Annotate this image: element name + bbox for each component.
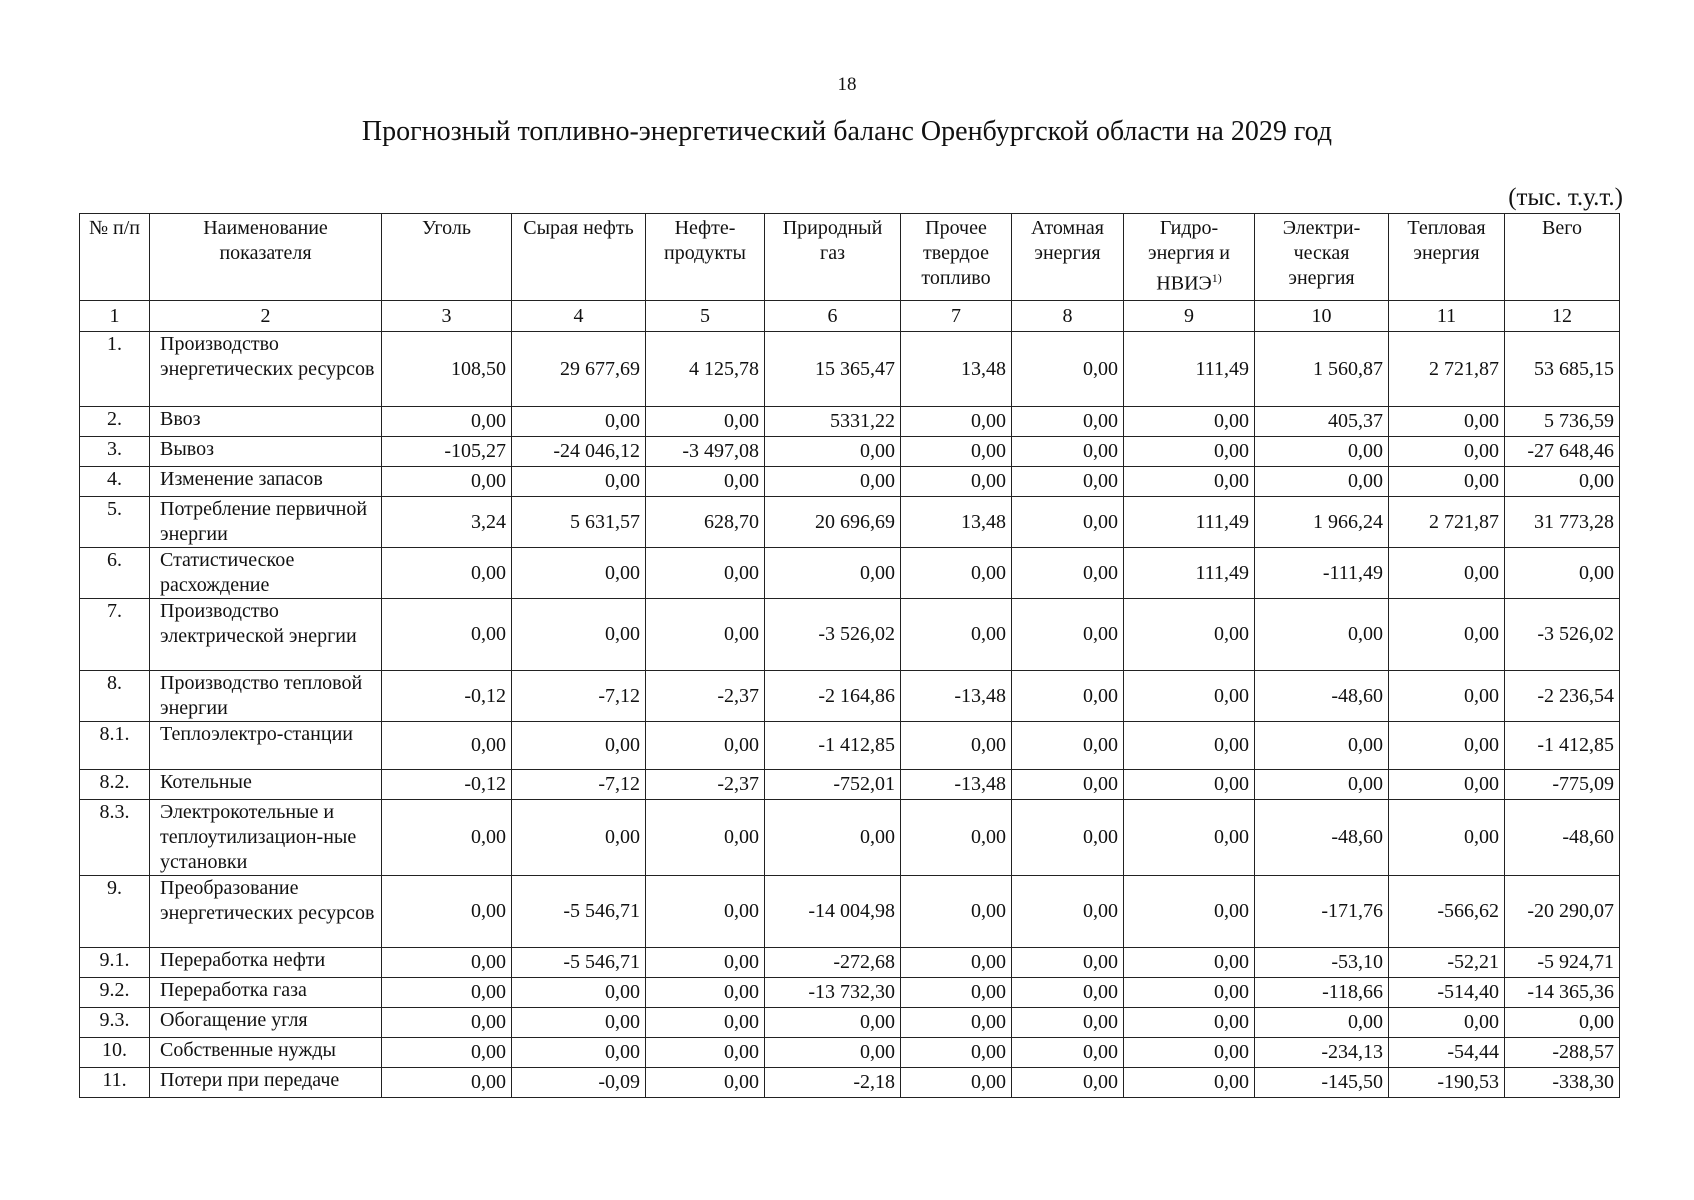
value-cell: -5 924,71: [1505, 948, 1620, 978]
column-number-cell: 6: [765, 301, 901, 332]
table-row: [80, 1008, 1620, 1038]
value-cell: 0,00: [1012, 722, 1124, 770]
column-number-cell: 10: [1255, 301, 1389, 332]
column-number-cell: 11: [1389, 301, 1505, 332]
value-cell: -1 412,85: [1505, 722, 1620, 770]
value-cell: 0,00: [1389, 599, 1505, 671]
column-header-num: № п/п: [80, 214, 150, 301]
value-cell: 0,00: [901, 1008, 1012, 1038]
value-cell: 0,00: [1389, 722, 1505, 770]
table-row: [80, 407, 1620, 437]
value-cell: -514,40: [1389, 978, 1505, 1008]
column-header-other-solid-fuel: Прочее твердое топливо: [901, 214, 1012, 301]
value-cell: -190,53: [1389, 1068, 1505, 1098]
value-cell: 0,00: [382, 722, 512, 770]
value-cell: -3 497,08: [646, 437, 765, 467]
value-cell: 0,00: [512, 978, 646, 1008]
column-number-cell: 8: [1012, 301, 1124, 332]
table-row: [80, 978, 1620, 1008]
value-cell: -2,37: [646, 770, 765, 800]
value-cell: -52,21: [1389, 948, 1505, 978]
value-cell: 0,00: [646, 978, 765, 1008]
value-cell: 0,00: [901, 1038, 1012, 1068]
table-row: [80, 467, 1620, 497]
table-row: [80, 1038, 1620, 1068]
column-number-cell: 2: [150, 301, 382, 332]
value-cell: 0,00: [1012, 548, 1124, 599]
row-number: 11.: [80, 1068, 150, 1098]
value-cell: 0,00: [1012, 1038, 1124, 1068]
value-cell: 0,00: [1124, 948, 1255, 978]
value-cell: -3 526,02: [1505, 599, 1620, 671]
value-cell: 0,00: [382, 599, 512, 671]
value-cell: -118,66: [1255, 978, 1389, 1008]
value-cell: -0,12: [382, 770, 512, 800]
value-cell: 0,00: [1389, 800, 1505, 876]
value-cell: 29 677,69: [512, 332, 646, 407]
value-cell: 2 721,87: [1389, 497, 1505, 548]
column-number-row: [80, 301, 1620, 332]
value-cell: 0,00: [1389, 770, 1505, 800]
value-cell: 0,00: [765, 437, 901, 467]
table-row: [80, 497, 1620, 548]
value-cell: 0,00: [646, 1008, 765, 1038]
column-number-cell: 4: [512, 301, 646, 332]
value-cell: 0,00: [646, 876, 765, 948]
value-cell: -27 648,46: [1505, 437, 1620, 467]
value-cell: 108,50: [382, 332, 512, 407]
table-row: [80, 599, 1620, 671]
row-name: Ввоз: [150, 407, 382, 437]
table-body: [80, 332, 1620, 1098]
value-cell: 0,00: [765, 1038, 901, 1068]
value-cell: 1 966,24: [1255, 497, 1389, 548]
value-cell: 0,00: [901, 1068, 1012, 1098]
row-name: Потери при передаче: [150, 1068, 382, 1098]
row-number: 9.3.: [80, 1008, 150, 1038]
units-label: (тыс. т.у.т.): [1508, 184, 1623, 211]
value-cell: -566,62: [1389, 876, 1505, 948]
column-number-cell: 9: [1124, 301, 1255, 332]
value-cell: 0,00: [1012, 671, 1124, 722]
value-cell: -2,37: [646, 671, 765, 722]
value-cell: 0,00: [512, 800, 646, 876]
value-cell: 0,00: [1012, 437, 1124, 467]
value-cell: 0,00: [1255, 1008, 1389, 1038]
value-cell: 0,00: [382, 1008, 512, 1038]
value-cell: -775,09: [1505, 770, 1620, 800]
value-cell: -14 365,36: [1505, 978, 1620, 1008]
value-cell: 0,00: [382, 407, 512, 437]
value-cell: 0,00: [646, 467, 765, 497]
value-cell: 0,00: [901, 548, 1012, 599]
value-cell: 628,70: [646, 497, 765, 548]
column-header-hydro-label: Гидро-энергия и НВИЭ: [1148, 217, 1230, 295]
value-cell: 0,00: [382, 978, 512, 1008]
value-cell: 2 721,87: [1389, 332, 1505, 407]
document-title: Прогнозный топливно-энергетический баланс Оренбургской области на 2029 год: [361, 116, 1333, 147]
value-cell: 0,00: [512, 467, 646, 497]
value-cell: -2 164,86: [765, 671, 901, 722]
value-cell: 0,00: [1124, 1068, 1255, 1098]
value-cell: 1 560,87: [1255, 332, 1389, 407]
row-number: 2.: [80, 407, 150, 437]
value-cell: 0,00: [1505, 548, 1620, 599]
value-cell: 0,00: [901, 948, 1012, 978]
value-cell: 0,00: [1124, 876, 1255, 948]
value-cell: -145,50: [1255, 1068, 1389, 1098]
table-row: [80, 671, 1620, 722]
row-name: Производство электрической энергии: [150, 599, 382, 671]
value-cell: 0,00: [646, 722, 765, 770]
value-cell: -234,13: [1255, 1038, 1389, 1068]
value-cell: 0,00: [765, 467, 901, 497]
header-row: [80, 214, 1620, 301]
row-number: 10.: [80, 1038, 150, 1068]
value-cell: 0,00: [1389, 407, 1505, 437]
value-cell: 0,00: [512, 1038, 646, 1068]
value-cell: -105,27: [382, 437, 512, 467]
value-cell: 0,00: [1124, 407, 1255, 437]
table-row: [80, 332, 1620, 407]
value-cell: 0,00: [1505, 467, 1620, 497]
column-number-cell: 12: [1505, 301, 1620, 332]
value-cell: 0,00: [382, 800, 512, 876]
value-cell: 0,00: [1012, 467, 1124, 497]
value-cell: 0,00: [1255, 770, 1389, 800]
value-cell: 0,00: [1012, 599, 1124, 671]
value-cell: 0,00: [1389, 548, 1505, 599]
table-row: [80, 437, 1620, 467]
table-row: [80, 770, 1620, 800]
row-number: 3.: [80, 437, 150, 467]
footnote-mark: 1): [1211, 271, 1222, 285]
row-number: 8.2.: [80, 770, 150, 800]
column-number-cell: 1: [80, 301, 150, 332]
value-cell: -272,68: [765, 948, 901, 978]
value-cell: 0,00: [1124, 1038, 1255, 1068]
value-cell: -48,60: [1255, 671, 1389, 722]
value-cell: 0,00: [1012, 1068, 1124, 1098]
value-cell: 0,00: [382, 467, 512, 497]
value-cell: 0,00: [512, 599, 646, 671]
value-cell: 0,00: [1255, 467, 1389, 497]
value-cell: 0,00: [646, 948, 765, 978]
value-cell: 0,00: [1389, 1008, 1505, 1038]
table-row: [80, 800, 1620, 876]
value-cell: 5331,22: [765, 407, 901, 437]
value-cell: 0,00: [1012, 800, 1124, 876]
row-name: Котельные: [150, 770, 382, 800]
value-cell: 0,00: [1124, 770, 1255, 800]
row-number: 9.2.: [80, 978, 150, 1008]
value-cell: 0,00: [646, 800, 765, 876]
table-row: [80, 722, 1620, 770]
value-cell: 0,00: [1012, 876, 1124, 948]
value-cell: 0,00: [765, 548, 901, 599]
value-cell: -0,12: [382, 671, 512, 722]
value-cell: 0,00: [901, 722, 1012, 770]
row-number: 9.: [80, 876, 150, 948]
row-name: Теплоэлектро-станции: [150, 722, 382, 770]
value-cell: 13,48: [901, 497, 1012, 548]
value-cell: 0,00: [1389, 467, 1505, 497]
value-cell: -24 046,12: [512, 437, 646, 467]
value-cell: 0,00: [512, 548, 646, 599]
value-cell: 0,00: [1124, 671, 1255, 722]
row-number: 7.: [80, 599, 150, 671]
value-cell: 0,00: [382, 1038, 512, 1068]
value-cell: -0,09: [512, 1068, 646, 1098]
value-cell: 0,00: [1124, 467, 1255, 497]
value-cell: -48,60: [1255, 800, 1389, 876]
value-cell: -2 236,54: [1505, 671, 1620, 722]
row-name: Обогащение угля: [150, 1008, 382, 1038]
value-cell: -111,49: [1255, 548, 1389, 599]
value-cell: 0,00: [512, 1008, 646, 1038]
row-name: Изменение запасов: [150, 467, 382, 497]
value-cell: 0,00: [1012, 497, 1124, 548]
value-cell: -2,18: [765, 1068, 901, 1098]
value-cell: 0,00: [1012, 948, 1124, 978]
value-cell: -13,48: [901, 671, 1012, 722]
value-cell: 5 736,59: [1505, 407, 1620, 437]
column-header-nuclear: Атомная энергия: [1012, 214, 1124, 301]
row-number: 1.: [80, 332, 150, 407]
value-cell: 0,00: [512, 407, 646, 437]
column-header-name: Наименование показателя: [150, 214, 382, 301]
column-header-total: Вего: [1505, 214, 1620, 301]
value-cell: 0,00: [1012, 978, 1124, 1008]
value-cell: -14 004,98: [765, 876, 901, 948]
row-number: 8.3.: [80, 800, 150, 876]
row-name: Производство энергетических ресурсов: [150, 332, 382, 407]
row-name: Статистическое расхождение: [150, 548, 382, 599]
column-header-coal: Уголь: [382, 214, 512, 301]
value-cell: 0,00: [1124, 1008, 1255, 1038]
energy-balance-table: [79, 213, 1620, 1098]
value-cell: -7,12: [512, 770, 646, 800]
value-cell: 0,00: [765, 800, 901, 876]
value-cell: -13 732,30: [765, 978, 901, 1008]
value-cell: 0,00: [646, 599, 765, 671]
value-cell: 0,00: [1012, 770, 1124, 800]
value-cell: 0,00: [646, 548, 765, 599]
value-cell: 4 125,78: [646, 332, 765, 407]
value-cell: 0,00: [382, 948, 512, 978]
value-cell: -5 546,71: [512, 876, 646, 948]
value-cell: 0,00: [1389, 437, 1505, 467]
value-cell: -20 290,07: [1505, 876, 1620, 948]
value-cell: 111,49: [1124, 332, 1255, 407]
value-cell: -752,01: [765, 770, 901, 800]
column-header-crude-oil: Сырая нефть: [512, 214, 646, 301]
column-header-oil-products: Нефте-продукты: [646, 214, 765, 301]
column-number-cell: 7: [901, 301, 1012, 332]
row-number: 8.: [80, 671, 150, 722]
value-cell: 0,00: [1505, 1008, 1620, 1038]
row-name: Вывоз: [150, 437, 382, 467]
row-name: Производство тепловой энергии: [150, 671, 382, 722]
value-cell: -5 546,71: [512, 948, 646, 978]
row-number: 8.1.: [80, 722, 150, 770]
row-number: 5.: [80, 497, 150, 548]
value-cell: -1 412,85: [765, 722, 901, 770]
row-name: Собственные нужды: [150, 1038, 382, 1068]
column-header-electric: Электри-ческая энергия: [1255, 214, 1389, 301]
value-cell: 3,24: [382, 497, 512, 548]
value-cell: -7,12: [512, 671, 646, 722]
value-cell: 0,00: [1012, 407, 1124, 437]
value-cell: -13,48: [901, 770, 1012, 800]
value-cell: 0,00: [1255, 437, 1389, 467]
value-cell: 15 365,47: [765, 332, 901, 407]
value-cell: 0,00: [1255, 599, 1389, 671]
value-cell: 0,00: [646, 1068, 765, 1098]
row-name: Преобразование энергетических ресурсов: [150, 876, 382, 948]
row-name: Переработка нефти: [150, 948, 382, 978]
value-cell: 405,37: [1255, 407, 1389, 437]
column-header-thermal: Тепловая энергия: [1389, 214, 1505, 301]
value-cell: 0,00: [646, 407, 765, 437]
value-cell: -338,30: [1505, 1068, 1620, 1098]
value-cell: -53,10: [1255, 948, 1389, 978]
value-cell: 53 685,15: [1505, 332, 1620, 407]
value-cell: 0,00: [382, 548, 512, 599]
value-cell: 20 696,69: [765, 497, 901, 548]
row-number: 6.: [80, 548, 150, 599]
column-number-cell: 5: [646, 301, 765, 332]
value-cell: 0,00: [1255, 722, 1389, 770]
value-cell: -3 526,02: [765, 599, 901, 671]
value-cell: 31 773,28: [1505, 497, 1620, 548]
value-cell: 0,00: [901, 800, 1012, 876]
value-cell: 0,00: [1124, 437, 1255, 467]
value-cell: -48,60: [1505, 800, 1620, 876]
row-name: Переработка газа: [150, 978, 382, 1008]
value-cell: 0,00: [1389, 671, 1505, 722]
value-cell: 0,00: [901, 978, 1012, 1008]
value-cell: 0,00: [512, 722, 646, 770]
value-cell: -288,57: [1505, 1038, 1620, 1068]
value-cell: 0,00: [901, 437, 1012, 467]
value-cell: 0,00: [1124, 978, 1255, 1008]
value-cell: 0,00: [901, 876, 1012, 948]
row-name: Потребление первичной энергии: [150, 497, 382, 548]
table-row: [80, 1068, 1620, 1098]
value-cell: 0,00: [1124, 722, 1255, 770]
row-name: Электрокотельные и теплоутилизацион-ные установки: [150, 800, 382, 876]
value-cell: 0,00: [1012, 1008, 1124, 1038]
value-cell: 111,49: [1124, 497, 1255, 548]
value-cell: 0,00: [901, 599, 1012, 671]
value-cell: 13,48: [901, 332, 1012, 407]
row-number: 9.1.: [80, 948, 150, 978]
value-cell: 0,00: [765, 1008, 901, 1038]
value-cell: -54,44: [1389, 1038, 1505, 1068]
value-cell: 0,00: [1124, 599, 1255, 671]
value-cell: 0,00: [382, 876, 512, 948]
table-row: [80, 948, 1620, 978]
value-cell: 0,00: [1012, 332, 1124, 407]
value-cell: 111,49: [1124, 548, 1255, 599]
value-cell: 0,00: [901, 407, 1012, 437]
value-cell: 0,00: [1124, 800, 1255, 876]
column-number-cell: 3: [382, 301, 512, 332]
value-cell: 0,00: [646, 1038, 765, 1068]
table-row: [80, 876, 1620, 948]
table-row: [80, 548, 1620, 599]
value-cell: 5 631,57: [512, 497, 646, 548]
column-header-hydro: [1124, 214, 1255, 301]
row-number: 4.: [80, 467, 150, 497]
value-cell: 0,00: [382, 1068, 512, 1098]
page-number: 18: [837, 74, 857, 95]
value-cell: -171,76: [1255, 876, 1389, 948]
value-cell: 0,00: [901, 467, 1012, 497]
column-header-natural-gas: Природный газ: [765, 214, 901, 301]
